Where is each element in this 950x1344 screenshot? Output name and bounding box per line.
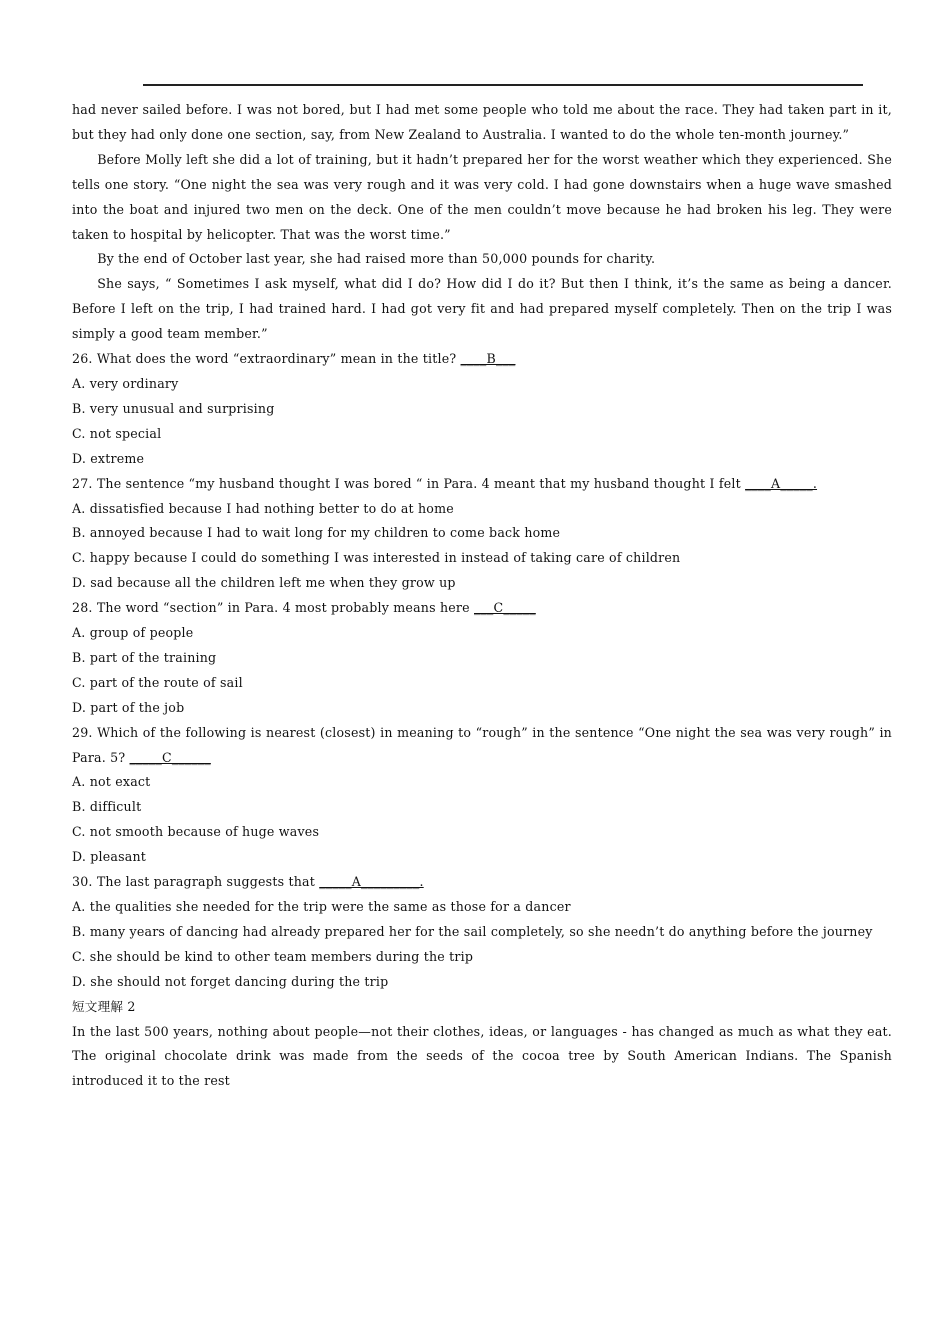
question-stem: 27. The sentence “my husband thought I was bored “ in Para. 4 meant that my husband thought I felt	[72, 475, 746, 491]
answer-blank: _____A_________.	[319, 874, 424, 890]
paragraph-3: By the end of October last year, she had raised more than 50,000 pounds for charity.	[97, 251, 656, 267]
option-c: C. part of the route of sail	[72, 674, 243, 690]
option-a: A. the qualities she needed for the trip were the same as those for a dancer	[72, 899, 571, 914]
question-26	[72, 347, 892, 472]
option-c: C. not special	[72, 425, 162, 441]
option-a: A. dissatisfied because I had nothing better to do at home	[72, 500, 454, 516]
paragraph-1: had never sailed before. I was not bored, but I had met some people who told me about the race. They had taken part in it, but they had only done one section, say, from New Zealand to Australia. I wanted to do the whole ten-month journey.”	[72, 102, 892, 142]
question-30	[72, 870, 892, 995]
section-heading: 短文理解 2	[72, 998, 136, 1014]
option-b: B. difficult	[72, 799, 142, 815]
option-b: B. annoyed because I had to wait long for my children to come back home	[72, 525, 561, 541]
option-a: A. group of people	[72, 625, 194, 641]
question-stem: 29. Which of the following is nearest (closest) in meaning to “rough” in the sentence “One night the sea was very rough” in Para. 5?	[72, 724, 892, 765]
option-a: A. not exact	[72, 774, 151, 790]
option-d: D. she should not forget dancing during the trip	[72, 973, 389, 989]
question-29	[72, 721, 892, 870]
option-a: A. very ordinary	[72, 375, 179, 391]
question-stem: 26. What does the word “extraordinary” mean in the title?	[72, 351, 461, 367]
option-d: D. pleasant	[72, 849, 147, 865]
question-stem: 28. The word “section” in Para. 4 most probably means here	[72, 600, 474, 616]
option-b: B. part of the training	[72, 649, 217, 665]
option-b: B. many years of dancing had already prepared her for the sail completely, so she needn’t do anything before the journey	[72, 923, 873, 939]
answer-blank: ____A_____.	[745, 475, 818, 491]
question-27	[72, 472, 892, 597]
option-c: C. she should be kind to other team members during the trip	[72, 948, 474, 964]
option-c: C. not smooth because of huge waves	[72, 824, 320, 840]
option-d: D. part of the job	[72, 699, 185, 715]
section-2-paragraph: In the last 500 years, nothing about people—not their clothes, ideas, or languages - has changed as much as what they eat. The original chocolate drink was made from the seeds of the cocoa tree by South American Indians. The Spanish introduced it to the rest	[72, 1023, 892, 1089]
answer-blank: _____C______	[129, 749, 211, 765]
option-d: D. sad because all the children left me when they grow up	[72, 575, 456, 591]
paragraph-2: Before Molly left she did a lot of training, but it hadn’t prepared her for the worst weather which they experienced. She tells one story. “One night the sea was very rough and it was very cold. I had gone downstairs when a huge wave smashed into the boat and injured two men on the deck. One of the men couldn’t move because he had broken his leg. They were taken to hospital by helicopter. That was the worst time.”	[72, 151, 892, 242]
question-28	[72, 596, 892, 721]
answer-blank: ____B___	[460, 351, 516, 367]
paragraph-4: She says, “ Sometimes I ask myself, what did I do? How did I do it? But then I think, it’s the same as being a dancer. Before I left on the trip, I had trained hard. I had got very fit and had prepared myself completely. Then on the trip I was simply a good team member.”	[72, 276, 892, 342]
document-body	[72, 98, 892, 1094]
option-c: C. happy because I could do something I was interested in instead of taking care of children	[72, 550, 681, 566]
question-stem: 30. The last paragraph suggests that	[72, 874, 320, 890]
option-d: D. extreme	[72, 450, 145, 466]
answer-blank: ___C_____	[474, 600, 536, 616]
header-rule	[143, 84, 863, 86]
option-b: B. very unusual and surprising	[72, 400, 275, 416]
